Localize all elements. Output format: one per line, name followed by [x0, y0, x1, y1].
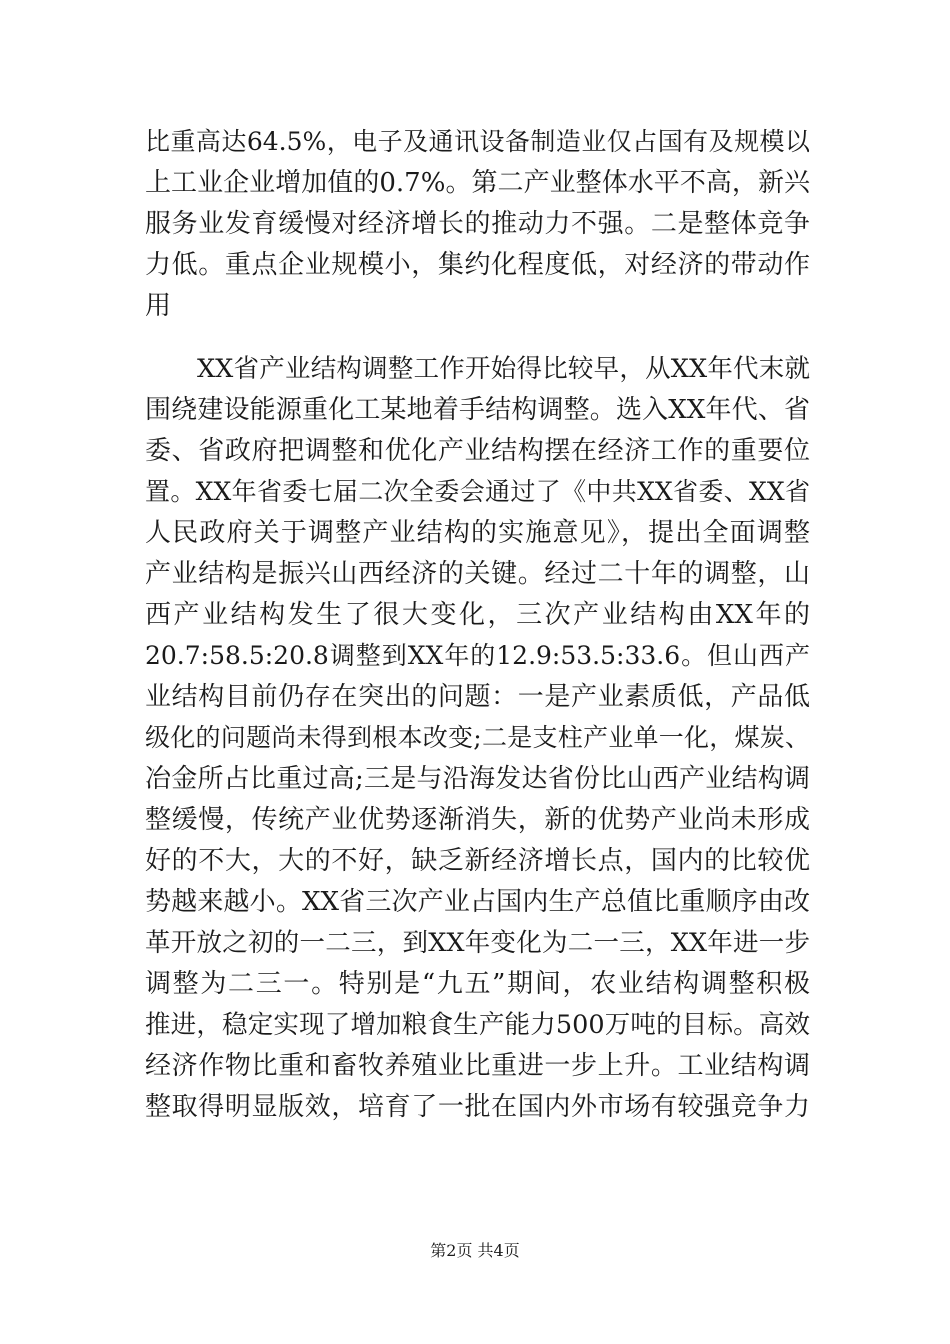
paragraph-line: 好的不大，大的不好，缺乏新经济增长点，国内的比较优 [145, 846, 810, 876]
paragraph-line: 级化的问题尚未得到根本改变;二是支柱产业单一化，煤炭、 [145, 723, 810, 752]
paragraph-line: 力低。重点企业规模小，集约化程度低，对经济的带动作 [145, 250, 810, 280]
paragraph-line: 委、省政府把调整和优化产业结构摆在经济工作的重要位 [145, 436, 810, 466]
paragraph-line: 比重高达64.5%，电子及通讯设备制造业仅占国有及规模以 [145, 127, 810, 156]
paragraph-line: 置。XX年省委七届二次全委会通过了《中共XX省委、XX省 [145, 477, 810, 506]
paragraph-line: 20.7:58.5:20.8调整到XX年的12.9:53.5:33.6。但山西产 [145, 641, 810, 670]
paragraph-line: 服务业发育缓慢对经济增长的推动力不强。二是整体竞争 [145, 209, 810, 239]
paragraph-line: 经济作物比重和畜牧养殖业比重进一步上升。工业结构调 [145, 1051, 810, 1081]
paragraph-line: 冶金所占比重过高;三是与沿海发达省份比山西产业结构调 [145, 764, 810, 794]
paragraph-line: 西产业结构发生了很大变化，三次产业结构由XX年的 [145, 600, 810, 630]
paragraph-line: 产业结构是振兴山西经济的关键。经过二十年的调整，山 [145, 559, 810, 589]
paragraph-line: 革开放之初的一二三，到XX年变化为二一三，XX年进一步 [145, 928, 810, 958]
paragraph-line: 推进，稳定实现了增加粮食生产能力500万吨的目标。高效 [145, 1010, 810, 1040]
page-number-footer: 第2页 共4页 [430, 1241, 520, 1260]
paragraph-line: 整取得明显版效，培育了一批在国内外市场有较强竞争力 [145, 1092, 810, 1122]
paragraph-line: 整缓慢，传统产业优势逐渐消失，新的优势产业尚未形成 [145, 805, 810, 835]
paragraph-line: 上工业企业增加值的0.7%。第二产业整体水平不高，新兴 [145, 168, 810, 198]
paragraph-line: 人民政府关于调整产业结构的实施意见》，提出全面调整 [145, 518, 810, 548]
paragraph-line: 势越来越小。XX省三次产业占国内生产总值比重顺序由改 [145, 887, 810, 917]
paragraph-line: 围绕建设能源重化工某地着手结构调整。选入XX年代、省 [145, 395, 810, 425]
paragraph-line: 用 [145, 291, 172, 321]
paragraph-line: 业结构目前仍存在突出的问题：一是产业素质低，产品低 [145, 682, 810, 712]
paragraph-line: XX省产业结构调整工作开始得比较早，从XX年代末就 [197, 354, 810, 384]
paragraph-line: 调整为二三一。特别是“九五”期间，农业结构调整积极 [145, 969, 810, 999]
